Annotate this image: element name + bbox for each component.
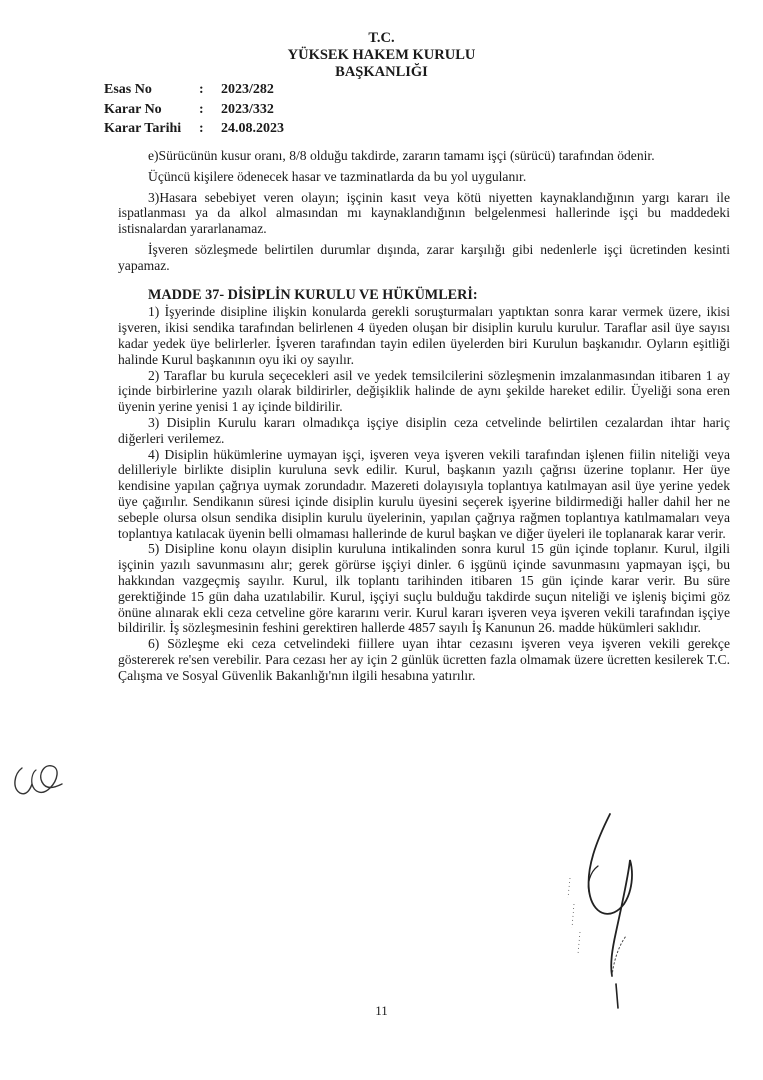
meta-row-esas — [104, 80, 284, 100]
margin-initials-signature — [8, 760, 68, 805]
meta-colon: : — [199, 121, 204, 136]
meta-key: Esas No — [104, 82, 152, 97]
paragraph-e: e)Sürücünün kusur oranı, 8/8 olduğu takdirde, zararın tamamı işçi (sürücü) tarafından ödenir. — [148, 148, 655, 163]
article-title: MADDE 37- DİSİPLİN KURULU VE HÜKÜMLERİ: — [148, 286, 478, 303]
paragraph-employer-deduction: İşveren sözleşmede belirtilen durumlar dışında, zarar karşılığı gibi nedenlerle işçi ücretinden kesinti yapamaz. — [118, 241, 730, 273]
meta-key: Karar Tarihi — [104, 121, 182, 136]
page-number: 11 — [375, 1003, 388, 1018]
header-line-tc: T.C. — [368, 30, 395, 46]
case-meta — [104, 80, 284, 139]
header-line-institution: YÜKSEK HAKEM KURULU — [287, 47, 476, 63]
meta-value: 2023/332 — [221, 101, 274, 117]
meta-value: 2023/282 — [221, 82, 274, 97]
article-clause-4: 4) Disiplin hükümlerine uymayan işçi, işveren veya işveren vekili tarafından işlenen fiilin niteliği veya delilleriyle birlikte disiplin kuruluna sevk edilir. Kurul, başkanın yazılı çağrısı üzerine toplanır. Her üye kendisine yapılan çağrıya uymak zorundadır. Mazereti dolayısıyla toplantıya katılmayan asil üye yerine yedek üye çağırılır. Sendikanın süresi içinde disiplin kurulu üyesini seçerek işyerine bildirmediği haller dahil her ne sebeple olursa olsun sendika disiplin kurulu üyelerinin, yapılan çağrıya rağmen toplantıya katılmamaları veya toplantıya katılacak üyenin belli olmaması hallerinde de kurul başkan ve diğer üyeleri ile toplanarak karar verir. — [118, 446, 730, 541]
article-clause-6: 6) Sözleşme eki ceza cetvelindeki fiillere uyan ihtar cezasını işveren veya işveren vekili gerekçe göstererek re'sen verebilir. Para cezası her ay için 2 günlük ücretten fazla olmamak üzere ücretten kesilerek T.C. Çalışma ve Sosyal Güvenlik Bakanlığı'nın ilgili hesabına yatırılır. — [118, 636, 730, 683]
article-clause-2: 2) Taraflar bu kurula seçecekleri asil ve yedek temsilcilerini sözleşmenin imzalanmasından itibaren 1 ay içinde birbirlerine yazılı olarak bildirirler, değişiklik halinde de aynı şekilde hareket edilir. Üyeliği sona eren üyenin yerine yenisi 1 ay içinde bildirilir. — [118, 367, 730, 415]
paragraph-3: 3)Hasara sebebiyet veren olayın; işçinin kasıt veya kötü niyetten kaynaklandığının yargı kararı ile ispatlanması ya da alkol almasından mı kaynaklandığının belgelenmesi hallerinde işçi bu maddedeki istisnalardan yararlanamaz. — [118, 189, 730, 237]
meta-colon: : — [199, 82, 204, 97]
meta-row-karar — [104, 100, 284, 120]
article-clause-1: 1) İşyerinde disipline ilişkin konularda gerekli soruşturmaları yaptıktan sonra karar vermek üzere, ikisi işveren, ikisi sendika tarafından belirlenen 4 üyeden oluşan bir disiplin kurulu kurulur. Taraflar asil üye sayısı kadar yedek üye belirlerler. İşveren tarafından tayin edilen üyelerden biri Kurulun başkanıdır. Oyların eşitliği halinde Kurul başkanının oyu iki oy sayılır. — [118, 304, 730, 367]
meta-key: Karar No — [104, 101, 162, 117]
meta-value: 24.08.2023 — [221, 121, 284, 136]
document-header — [0, 30, 763, 81]
signature — [540, 808, 660, 1013]
paragraph-third-party: Üçüncü kişilere ödenecek hasar ve tazminatlarda da bu yol uygulanır. — [148, 168, 527, 184]
header-line-presidency: BAŞKANLIĞI — [335, 64, 428, 80]
document-body — [118, 148, 730, 684]
meta-colon: : — [199, 101, 204, 117]
article-clause-3: 3) Disiplin Kurulu kararı olmadıkça işçiye disiplin ceza cetvelinde belirtilen cezalardan ihtar hariç diğerleri verilemez. — [118, 414, 730, 446]
article-clause-5: 5) Disipline konu olayın disiplin kuruluna intikalinden sonra kurul 15 gün içinde toplanır. Kurul, ilgili işçinin yazılı savunmasını alır; gerek görürse işçiyi dinler. 6 işgünü içinde savunmasını yapmayan işçi, bu hakkından vazgeçmiş sayılır. Kurul, ilk toplantı tarihinden itibaren 15 gün içinde karar verir. Bu süre gerektiğinde 15 gün daha uzatılabilir. Kurul, işçiyi suçlu bulduğu takdirde suçun niteliği ve işleniş biçimi göz önüne alınarak ekli ceza cetveline göre kararını verir. Kurul kararı işveren veya işveren vekili tarafından işçiye bildirilir. İş sözleşmesinin feshini gerektiren hallerde 4857 sayılı İş Kanunun 26. madde hükümleri saklıdır. — [118, 541, 730, 636]
meta-row-karar-tarihi — [104, 119, 284, 139]
